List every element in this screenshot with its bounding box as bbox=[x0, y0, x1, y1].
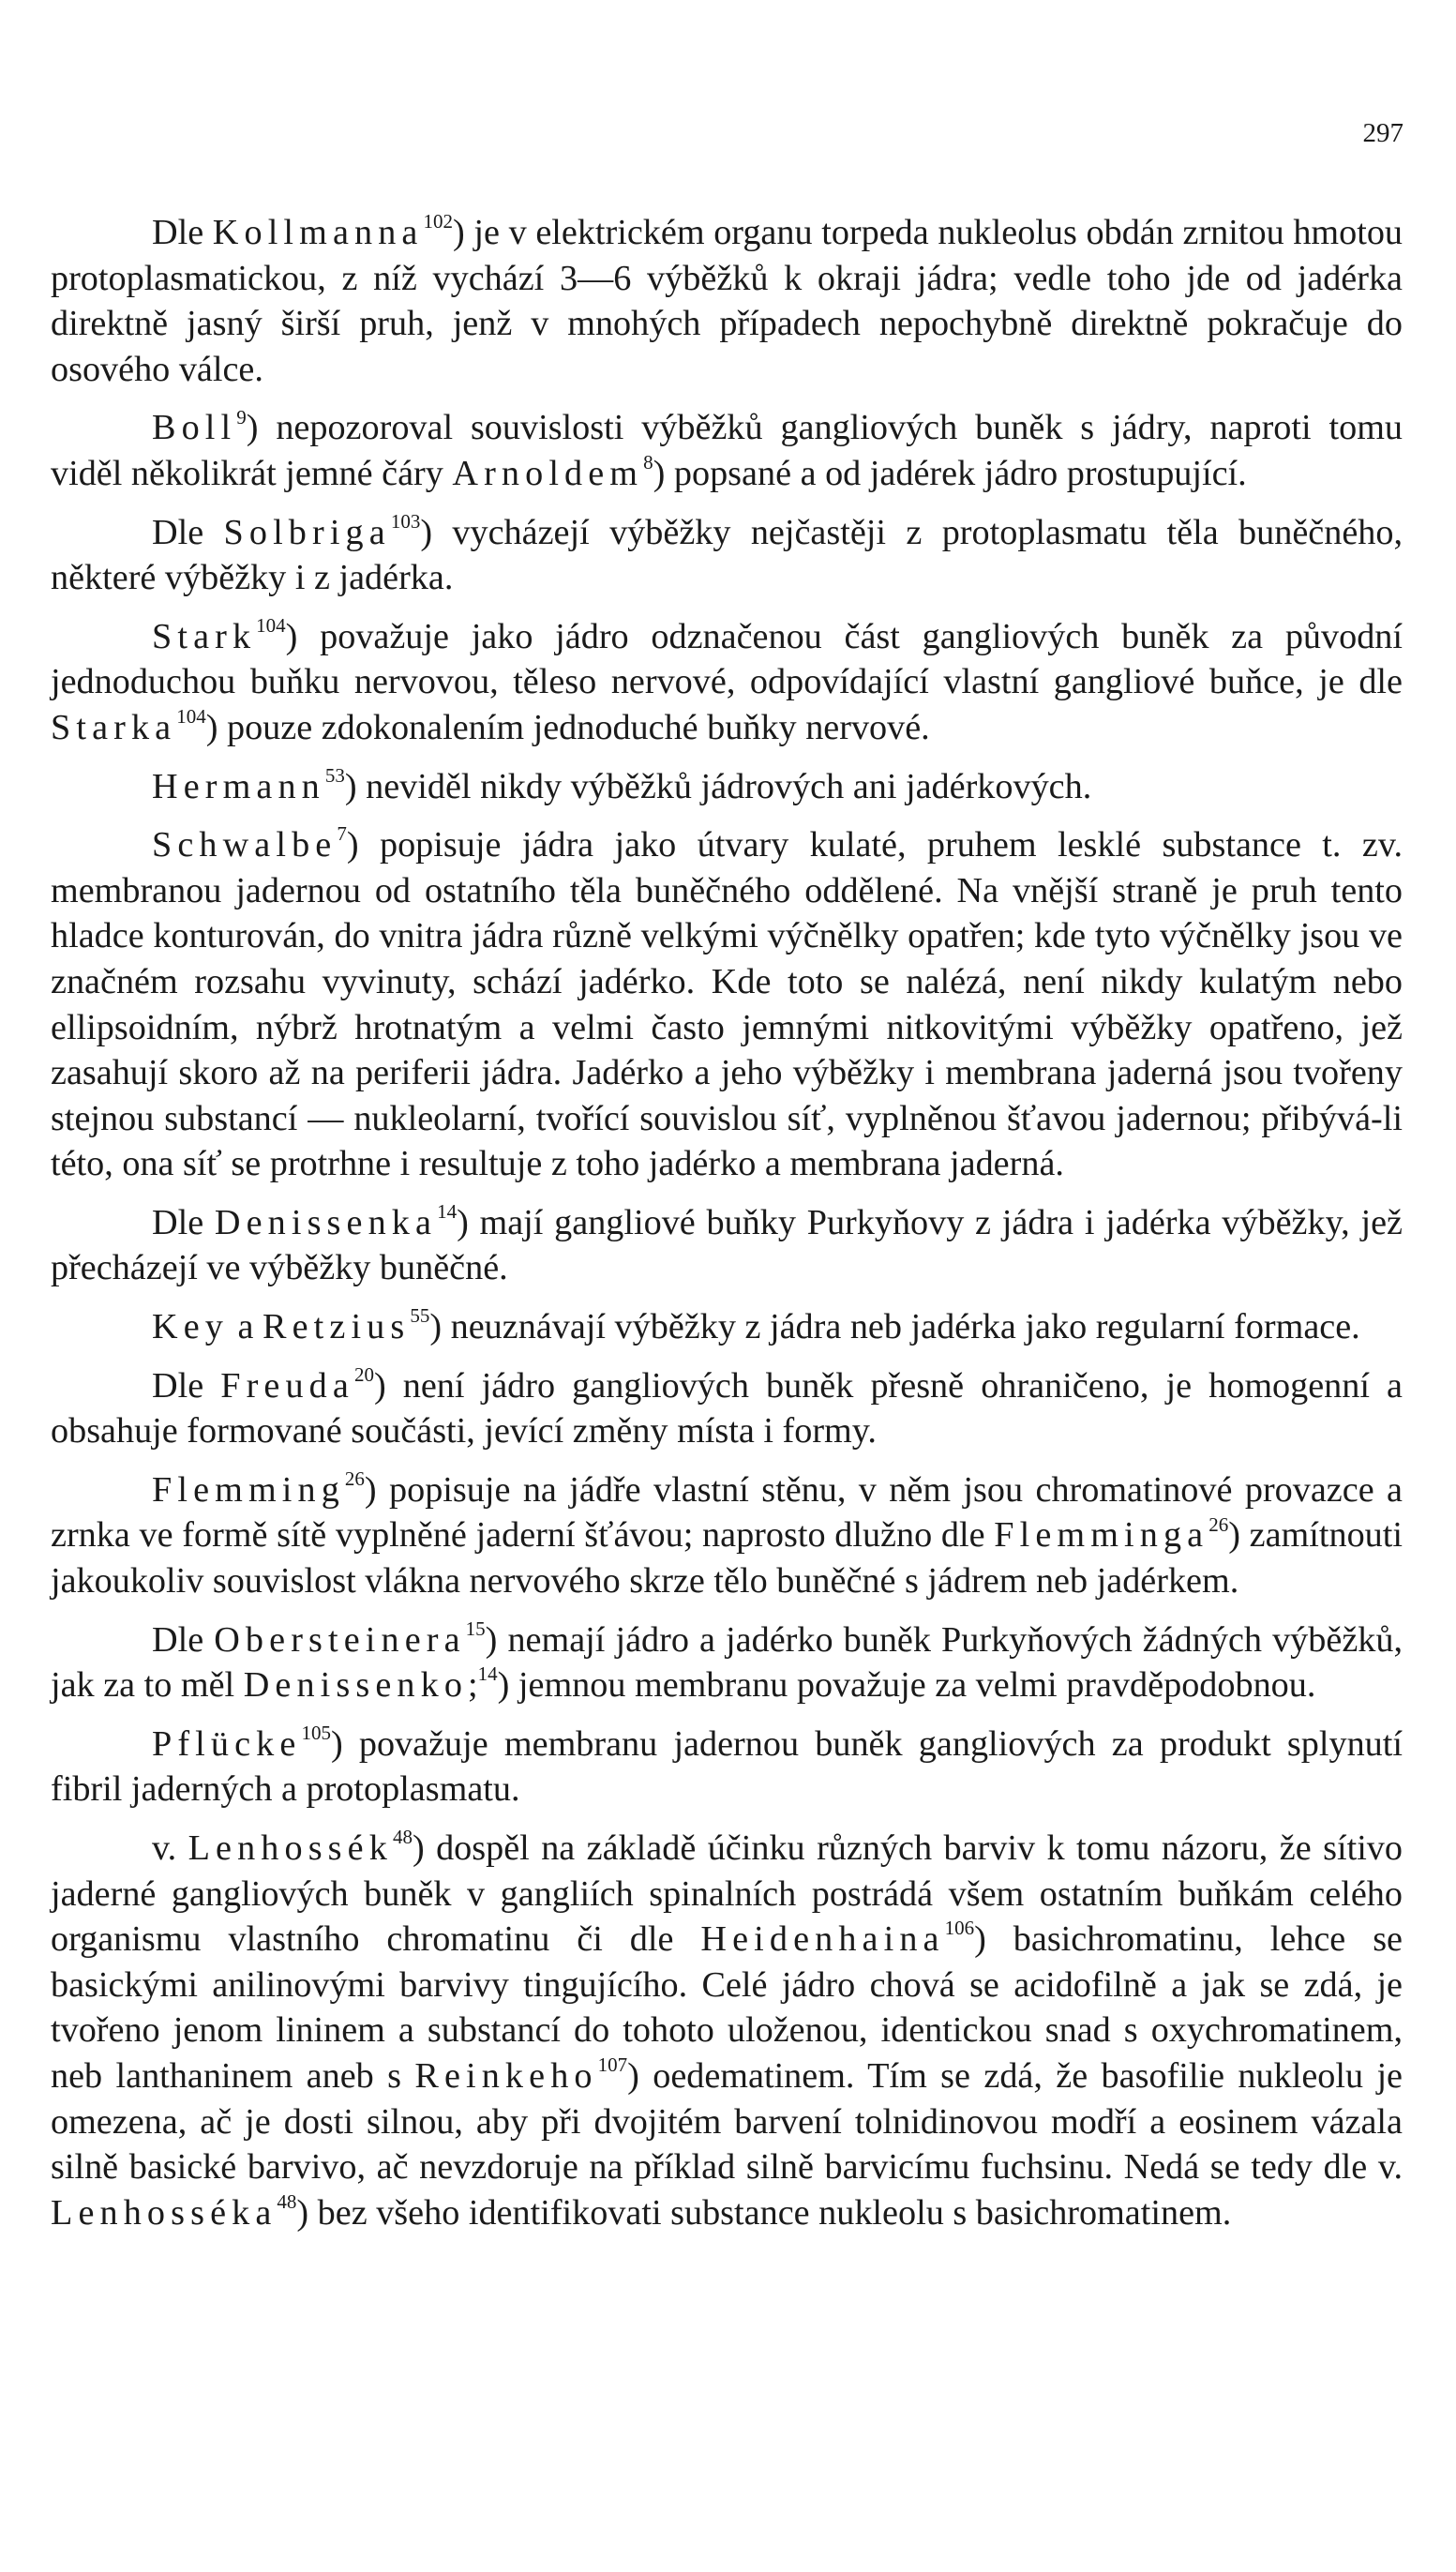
paragraph: Stark$^{104}$) považuje jako jádro odznačenou část gangliových buněk za původní jednoduchou buňku nervovou, těleso nervové, odpovídající vlastní gangliové buňce, je dle Starka$^{104}$) pouze zdokonalením jednoduché buňky nervové. bbox=[51, 613, 1403, 747]
author-name: Obersteinera bbox=[214, 1619, 466, 1660]
citation-ref: 103 bbox=[390, 509, 421, 533]
author-name: Hermann bbox=[152, 766, 325, 806]
citation-ref: 7 bbox=[337, 822, 347, 846]
citation-ref: 20 bbox=[353, 1362, 374, 1386]
citation-ref: 14 bbox=[477, 1662, 498, 1686]
author-name: Starka bbox=[51, 707, 177, 747]
author-name: Freuda bbox=[220, 1365, 354, 1406]
paragraph: Dle Kollmanna$^{102}$) je v elektrickém organu torpeda nukleolus obdán zrnitou hmotou protoplasmatickou, z níž vychází 3—6 výběžků k okraji jádra; vedle toho jde od jadérka direktně jasný širší pruh, jenž v mnohých případech nepochybně direktně pokračuje do osového válce. bbox=[51, 210, 1403, 389]
citation-ref: 48 bbox=[392, 1826, 413, 1849]
citation-ref: 104 bbox=[176, 705, 206, 729]
author-name: Denissenka bbox=[214, 1202, 438, 1242]
paragraph: Dle Solbriga$^{103}$) vycházejí výběžky nejčastěji z protoplasmatu těla buněčného, některé výběžky i z jadérka. bbox=[51, 509, 1403, 598]
text-body bbox=[51, 210, 1403, 2249]
citation-ref: 9 bbox=[236, 405, 247, 429]
citation-ref: 105 bbox=[301, 1721, 331, 1744]
citation-ref: 55 bbox=[410, 1304, 430, 1328]
citation-ref: 8 bbox=[643, 451, 653, 474]
author-name: Pflücke bbox=[152, 1723, 302, 1764]
author-name: Arnoldem bbox=[452, 453, 644, 493]
paragraph: Hermann$^{53}$) neviděl nikdy výběžků jádrových ani jadérkových. bbox=[152, 763, 1092, 806]
citation-ref: 48 bbox=[277, 2189, 297, 2213]
paragraph: Dle Denissenka$^{14}$) mají gangliové buňky Purkyňovy z jádra i jadérka výběžky, jež přecházejí ve výběžky buněčné. bbox=[51, 1200, 1403, 1288]
citation-ref: 102 bbox=[423, 210, 453, 233]
author-name: Key bbox=[152, 1307, 229, 1347]
author-name: Flemming bbox=[152, 1469, 345, 1510]
author-name: Denissenko bbox=[243, 1665, 469, 1706]
author-name: Stark bbox=[152, 616, 257, 656]
author-name: Boll bbox=[152, 408, 237, 448]
page-number: 297 bbox=[1362, 118, 1403, 148]
citation-ref: 26 bbox=[1208, 1512, 1229, 1536]
citation-ref: 106 bbox=[944, 1917, 975, 1940]
paragraph: Boll$^9$) nepozoroval souvislosti výběžků gangliových buněk s jádry, naproti tomu viděl několikrát jemné čáry Arnoldem$^8$) popsané a od jadérek jádro prostupující. bbox=[51, 405, 1403, 493]
citation-ref: 14 bbox=[437, 1200, 458, 1223]
author-name: Lenhossék bbox=[188, 1828, 393, 1868]
author-name: Flemminga bbox=[994, 1515, 1209, 1556]
citation-ref: 26 bbox=[344, 1466, 365, 1490]
paragraph: Pflücke$^{105}$) považuje membranu jadernou buněk gangliových za produkt splynutí fibril jaderných a protoplasmatu. bbox=[51, 1721, 1403, 1810]
paragraph: Dle Freuda$^{20}$) není jádro gangliových buněk přesně ohraničeno, je homogenní a obsahuje formované součásti, jevící změny místa i formy. bbox=[51, 1362, 1403, 1451]
author-name: Kollmanna bbox=[212, 213, 424, 252]
paragraph: v. Lenhossék$^{48}$) dospěl na základě účinku různých barviv k tomu názoru, že sítivo jaderné gangliových buněk v gangliích spinalních postrádá všem ostatním buňkám celého organismu vlastního chromatinu či dle Heidenhaina$^{106}$) basichromatinu, lehce se basickými anilinovými barvivy tingujícího. Celé jádro chová se acidofilně a jak se zdá, je tvořeno jenom lininem a substancí do tohoto uloženou, identickou snad s oxychromatinem, neb lanthaninem aneb s Reinkeho$^{107}$) oedematinem. Tím se zdá, že basofilie nukleolu je omezena, ač je dosti silnou, aby při dvojitém barvení tolnidinovou modří a eosinem vázala silně basické barvivo, ač nevzdoruje na příklad silně barvicímu fuchsinu. Nedá se tedy dle v. Lenhosséka$^{48}$) bez všeho identifikovati substance nukleolu s basichromatinem. bbox=[51, 1826, 1403, 2233]
author-name: Retzius bbox=[263, 1307, 411, 1347]
citation-ref: 15 bbox=[465, 1617, 486, 1640]
author-name: Heidenhaina bbox=[700, 1919, 945, 1960]
paragraph: Key a Retzius$^{55}$) neuznávají výběžky z jádra neb jadérka jako regularní formace. bbox=[152, 1304, 1360, 1347]
citation-ref: 107 bbox=[597, 2053, 628, 2077]
author-name: Reinkeho bbox=[414, 2055, 598, 2096]
citation-ref: 53 bbox=[324, 763, 345, 787]
paragraph: Dle Obersteinera$^{15}$) nemají jádro a jadérko buněk Purkyňových žádných výběžků, jak za to měl Denissenko;$^{14}$) jemnou membranu považuje za velmi pravděpodobnou. bbox=[51, 1617, 1403, 1706]
paragraph: Flemming$^{26}$) popisuje na jádře vlastní stěnu, v něm jsou chromatinové provazce a zrnka ve formě sítě vyplněné jaderní šťávou; naprosto dlužno dle Flemminga$^{26}$) zamítnouti jakoukoliv souvislost vlákna nervového skrze tělo buněčné s jádrem neb jadérkem. bbox=[51, 1466, 1403, 1602]
author-name: Solbriga bbox=[223, 512, 391, 552]
citation-ref: 104 bbox=[256, 613, 286, 637]
author-name: Schwalbe bbox=[152, 825, 338, 865]
paragraph: Schwalbe$^7$) popisuje jádra jako útvary kulaté, pruhem lesklé substance t. zv. membranou jadernou od ostatního těla buněčného oddělené. Na vnější straně je pruh tento hladce konturován, do vnitra jádra různě velkými výčnělky opatřen; kde tyto výčnělky jsou ve značném rozsahu vyvinuty, schází jadérko. Kde toto se nalézá, není nikdy kulatým nebo ellipsoidním, nýbrž hrotnatým a velmi často jemnými nitkovitými výběžky opatřeno, jež zasahují skoro až na periferii jádra. Jadérko a jeho výběžky i membrana jaderná jsou tvořeny stejnou substancí — nukleolarní, tvořící souvislou síť, vyplněnou šťavou jadernou; přibývá-li této, ona síť se protrhne i resultuje z toho jadérko a membrana jaderná. bbox=[51, 822, 1403, 1184]
author-name: Lenhosséka bbox=[51, 2192, 278, 2233]
